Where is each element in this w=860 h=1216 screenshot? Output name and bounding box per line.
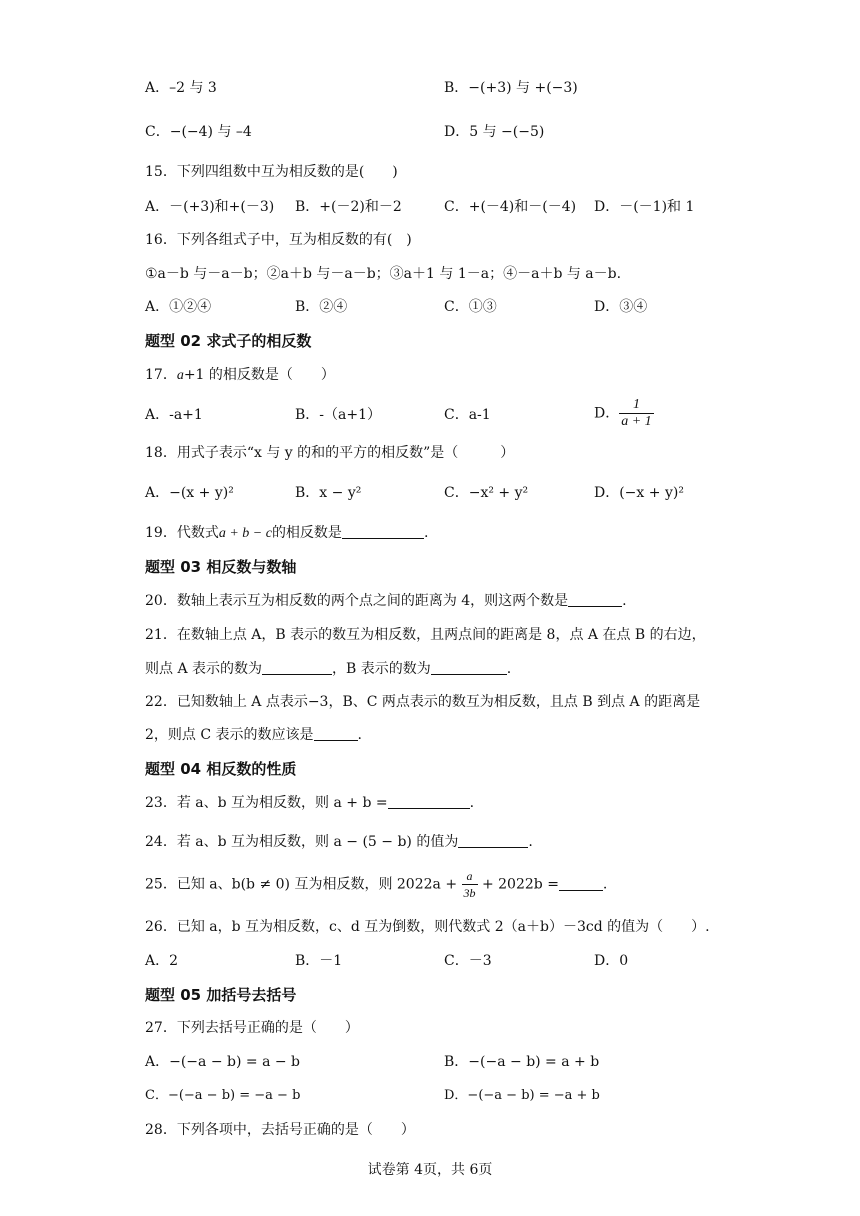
section-heading-02: 题型 02 求式子的相反数 <box>145 332 312 350</box>
q17-stem-suffix: +1 的相反数是（ ） <box>183 367 335 383</box>
q19-stem <box>145 523 428 544</box>
q28-stem: 28．下列各项中，去括号正确的是（ ） <box>145 1122 415 1138</box>
q25-text-b: + 2022b = <box>481 876 559 893</box>
answer-blank[interactable] <box>458 833 528 848</box>
q20-stem <box>145 591 627 611</box>
q26-option-d: D．0 <box>594 953 629 969</box>
section-heading-03: 题型 03 相反数与数轴 <box>145 558 297 576</box>
q17-option-d <box>594 397 654 430</box>
section-heading-05: 题型 05 加括号去括号 <box>145 986 297 1004</box>
q17-stem-prefix: 17． <box>145 367 177 383</box>
q17-option-c: C．a-1 <box>444 407 491 423</box>
q18-option-d: D．(−x + y)² <box>594 485 684 501</box>
q18-option-b: B．x − y² <box>295 485 362 501</box>
q14-option-c: C．−(−4) 与 –4 <box>145 124 252 140</box>
q15-option-a: A．－(+3)和+(－3) <box>145 199 275 215</box>
q17-stem <box>145 365 335 386</box>
q18-option-a: A．−(x + y)² <box>145 485 234 501</box>
q16-option-d: D．③④ <box>594 299 648 315</box>
q16-option-a: A．①②④ <box>145 299 212 315</box>
q17-option-b: B．-（a+1） <box>295 407 382 423</box>
q19-end: . <box>423 525 429 541</box>
q15-stem: 15．下列四组数中互为相反数的是( ) <box>145 164 398 180</box>
q22-line-2 <box>145 725 362 745</box>
answer-blank[interactable] <box>314 726 358 741</box>
fraction-numerator: 1 <box>619 397 653 414</box>
q16-option-c: C．①③ <box>444 299 497 315</box>
q25-end: . <box>602 876 608 893</box>
q21-text-a: 则点 A 表示的数为 <box>145 661 263 677</box>
q17-option-a: A．-a+1 <box>145 407 203 423</box>
q15-option-b: B．+(－2)和－2 <box>295 199 402 215</box>
q15-option-c: C．+(－4)和－(－4) <box>444 199 577 215</box>
q27-option-a: A．−(−a − b) = a − b <box>145 1054 301 1070</box>
q24-stem <box>145 832 533 852</box>
answer-blank[interactable] <box>568 592 622 607</box>
q21-end: . <box>506 661 512 677</box>
q17-option-d-fraction <box>619 397 653 430</box>
fraction-denominator: 3b <box>463 886 476 900</box>
q27-stem: 27．下列去括号正确的是（ ） <box>145 1020 359 1036</box>
answer-blank[interactable] <box>559 876 603 891</box>
answer-blank[interactable] <box>262 660 332 675</box>
section-heading-04: 题型 04 相反数的性质 <box>145 760 297 778</box>
q24-text: 24．若 a、b 互为相反数，则 a − (5 − b) 的值为 <box>145 834 459 850</box>
q18-option-c: C．−x² + y² <box>444 485 529 501</box>
q27-option-d: D．−(−a − b) = −a + b <box>444 1088 600 1103</box>
answer-blank[interactable] <box>431 660 507 675</box>
q23-end: . <box>469 795 475 811</box>
q16-items: ①a－b 与－a－b；②a＋b 与－a－b；③a＋1 与 1－a；④－a＋b 与 a－b. <box>145 266 622 282</box>
q18-stem: 18．用式子表示“x 与 y 的和的平方的相反数”是（ ） <box>145 445 515 461</box>
q14-option-a: A．–2 与 3 <box>145 80 217 96</box>
q19-stem-prefix: 19．代数式 <box>145 525 219 541</box>
q20-text: 20．数轴上表示互为相反数的两个点之间的距离为 4，则这两个数是 <box>145 593 569 609</box>
q19-stem-suffix: 的相反数是 <box>271 525 342 541</box>
q26-option-c: C．－3 <box>444 953 492 969</box>
q25-text-a: 25．已知 a、b(b ≠ 0) 互为相反数，则 2022a + <box>145 876 458 893</box>
q23-text: 23．若 a、b 互为相反数，则 a + b = <box>145 795 388 811</box>
q25-fraction <box>462 868 478 901</box>
q22-line-1: 22．已知数轴上 A 点表示−3，B、C 两点表示的数互为相反数，且点 B 到点 A 的距离是 <box>145 694 701 710</box>
q26-option-a: A．2 <box>145 953 179 969</box>
q27-option-c: C．−(−a − b) = −a − b <box>145 1088 301 1103</box>
q15-option-d: D．－(－1)和 1 <box>594 199 695 215</box>
q24-end: . <box>528 834 533 850</box>
fraction-numerator: a <box>462 868 478 885</box>
q17-option-d-label: D． <box>594 405 620 422</box>
q21-line-1: 21．在数轴上点 A，B 表示的数互为相反数，且两点间的距离是 8，点 A 在点 B 的右边， <box>145 627 706 643</box>
q23-stem <box>145 793 474 813</box>
q26-stem: 26．已知 a，b 互为相反数，c、d 互为倒数，则代数式 2（a＋b）－3cd 的值为（ ）. <box>145 919 710 935</box>
page-footer: 试卷第 4页，共 6页 <box>367 1162 493 1178</box>
answer-blank[interactable] <box>388 794 470 809</box>
fraction-denominator: a + 1 <box>621 414 652 429</box>
q25-stem <box>145 868 607 901</box>
q21-line-2 <box>145 659 511 679</box>
q21-text-b: ，B 表示的数为 <box>332 661 431 677</box>
q26-option-b: B．－1 <box>295 953 343 969</box>
q14-option-d: D．5 与 −(−5) <box>444 124 545 140</box>
q22-end: . <box>357 727 362 743</box>
q19-expression: a + b − c <box>218 526 272 541</box>
q20-end: . <box>622 593 627 609</box>
q17-variable: a <box>176 368 184 383</box>
q16-stem: 16．下列各组式子中，互为相反数的有( ) <box>145 232 412 248</box>
answer-blank[interactable] <box>342 524 424 539</box>
q14-option-b: B．−(+3) 与 +(−3) <box>444 80 578 96</box>
q16-option-b: B．②④ <box>295 299 348 315</box>
q27-option-b: B．−(−a − b) = a + b <box>444 1054 600 1070</box>
q22-text: 2，则点 C 表示的数应该是 <box>145 727 314 743</box>
